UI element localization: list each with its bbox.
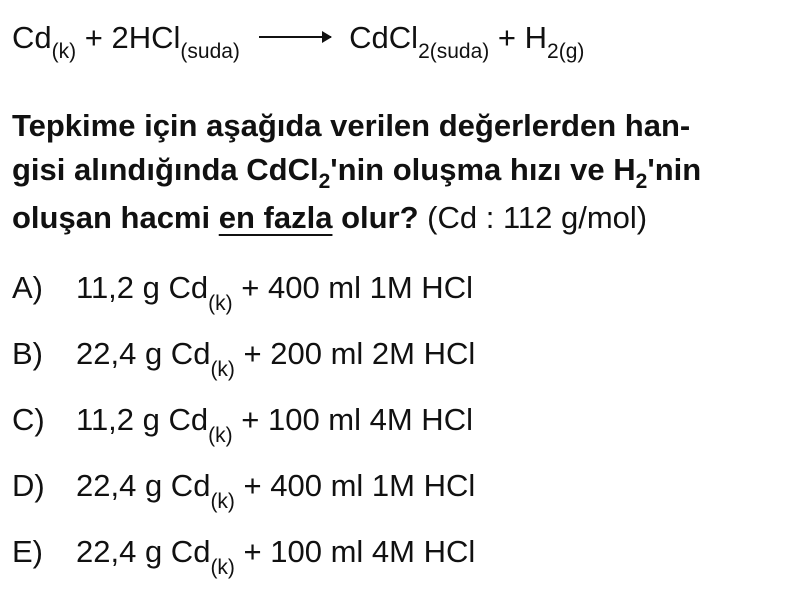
reaction-equation [12,20,585,63]
option-mass: 11,2 g Cd [76,402,209,437]
question-line-3 [12,196,772,240]
option-rest: + 400 ml 1M HCl [232,270,473,305]
question-line-1: Tepkime için aşağıda verilen değerlerden han- [12,108,691,143]
option-state: (k) [208,424,233,447]
option-mass: 22,4 g Cd [76,468,211,503]
product-cdcl2-sub: 2(suda) [418,40,490,63]
product-h2-sub: 2(g) [547,40,585,63]
reactant-cd: Cd [12,20,52,55]
option-rest: + 100 ml 4M HCl [232,402,473,437]
option-state: (k) [210,556,235,579]
question-molar-mass-note: (Cd : 112 g/mol) [418,200,648,235]
question-line-3-text-2: olur? [332,200,419,235]
option-letter: C) [12,402,45,437]
reactant-hcl: + 2HCl [84,20,181,55]
question-line-2-a [12,148,701,196]
option-mass: 22,4 g Cd [76,336,211,371]
option-letter: A) [12,270,43,305]
answer-options [12,270,475,600]
option-letter: E) [12,534,43,569]
reaction-arrow-icon [259,36,331,38]
option-mass: 22,4 g Cd [76,534,211,569]
reactant-cd-state: (k) [51,40,77,63]
option-state: (k) [208,292,233,315]
question-line-2-sub-2: 2 [635,170,648,193]
option-c[interactable] [12,402,475,468]
question-line-2-text-1: gisi alındığında CdCl [12,152,319,187]
question-line-3-text-1: oluşan hacmi [12,200,219,235]
option-mass: 11,2 g Cd [76,270,209,305]
option-state: (k) [210,358,235,381]
question-line-2 [12,148,772,196]
option-letter: D) [12,468,45,503]
option-e[interactable] [12,534,475,600]
question-line-2-text-3: 'nin [647,152,702,187]
option-d[interactable] [12,468,475,534]
product-cdcl2: CdCl [349,20,419,55]
option-a[interactable] [12,270,475,336]
reactant-hcl-state: (suda) [180,40,240,63]
product-h2: + H [497,20,548,55]
question-emphasis: en fazla [218,200,333,235]
question-text [12,104,772,240]
question-line-2-text-2: 'nin oluşma hızı ve H [330,152,636,187]
option-rest: + 400 ml 1M HCl [234,468,476,503]
option-rest: + 100 ml 4M HCl [234,534,476,569]
option-rest: + 200 ml 2M HCl [234,336,476,371]
question-line-2-sub-1: 2 [318,170,331,193]
option-letter: B) [12,336,43,371]
option-b[interactable] [12,336,475,402]
option-state: (k) [210,490,235,513]
